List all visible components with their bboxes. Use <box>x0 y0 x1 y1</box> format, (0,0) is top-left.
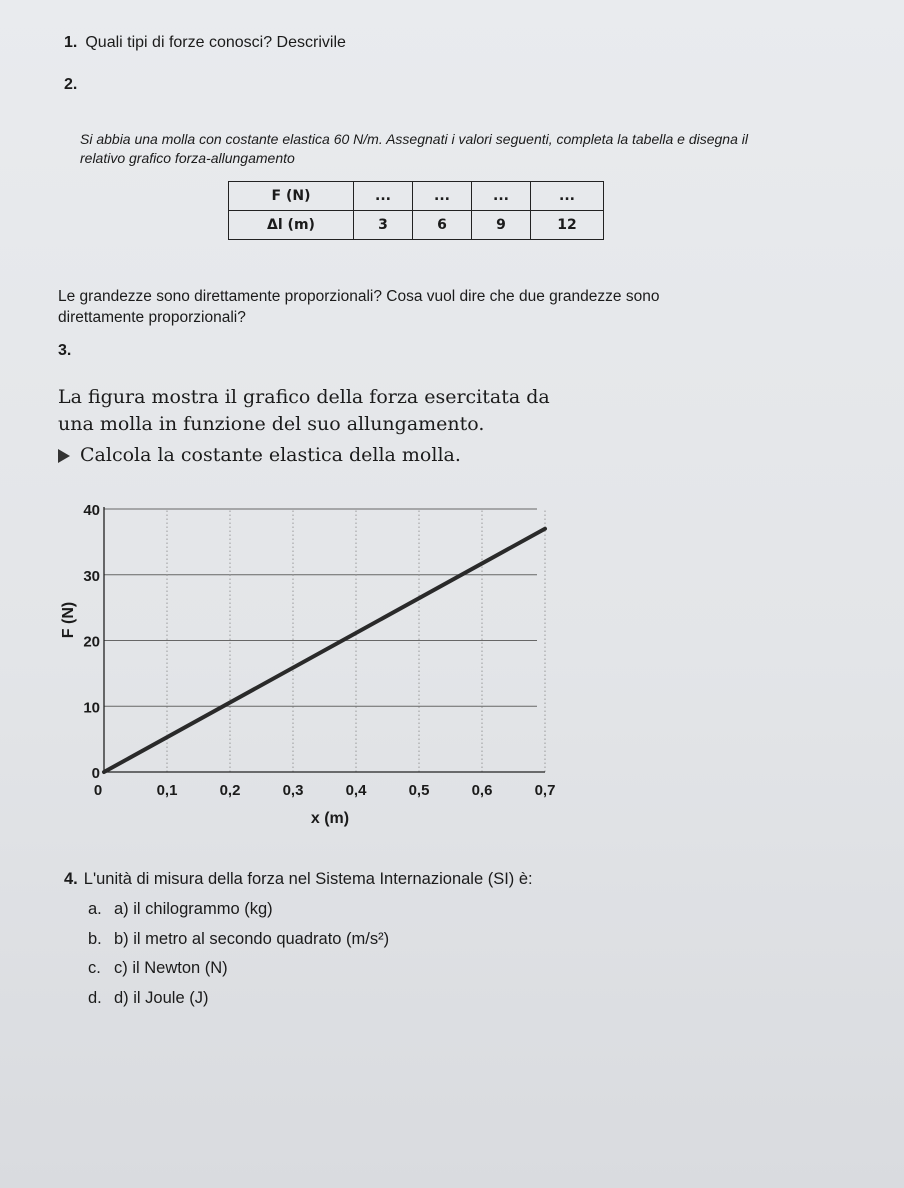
option-label: b. <box>88 929 102 948</box>
question-3-task-text: Calcola la costante elastica della molla. <box>80 444 461 466</box>
x-tick-label: 0,5 <box>408 782 430 799</box>
x-tick-label: 0,4 <box>345 782 367 799</box>
x-tick-label: 0 <box>93 782 103 799</box>
table-cell: ... <box>472 182 531 211</box>
question-2-text: Le grandezze sono direttamente proporzionali? Cosa vuol dire che due grandezze sono direttamente proporzionali? <box>58 288 660 326</box>
chart-ticks <box>83 502 555 799</box>
question-4 <box>64 870 533 889</box>
option-label: a. <box>88 900 102 918</box>
chart-series <box>104 529 545 772</box>
y-tick-label: 20 <box>83 633 100 651</box>
y-tick-label: 40 <box>83 502 100 519</box>
table-cell: ... <box>354 182 413 211</box>
question-1-text: Quali tipi di forze conosci? Descrivile <box>85 34 346 51</box>
answer-option-b[interactable] <box>88 930 389 960</box>
chart-axes <box>104 507 545 772</box>
answer-option-d[interactable] <box>88 989 389 1019</box>
question-3-line-1: La figura mostra il grafico della forza esercitata da <box>58 386 550 408</box>
y-tick-label: 30 <box>83 567 100 585</box>
x-tick-label: 0,3 <box>282 782 304 799</box>
table-header-elongation: Δl (m) <box>229 211 354 240</box>
option-text: b) il metro al secondo quadrato (m/s²) <box>114 929 390 948</box>
option-text: c) il Newton (N) <box>114 959 228 977</box>
question-2-intro: Si abbia una molla con costante elastica 60 N/m. Assegnati i valori seguenti, completa la tabella e disegna il relativo grafico forza-allungamento <box>80 131 748 166</box>
table-cell: ... <box>413 182 472 211</box>
x-tick-label: 0,7 <box>534 782 556 799</box>
x-tick-label: 0,1 <box>156 782 178 799</box>
x-tick-label: 0,6 <box>471 782 493 799</box>
answer-option-a[interactable] <box>88 900 389 930</box>
question-3-line-2: una molla in funzione del suo allungamento. <box>58 413 485 435</box>
table-cell: ... <box>531 182 604 211</box>
series-line-force <box>104 529 545 772</box>
question-4-text: L'unità di misura della forza nel Sistema Internazionale (SI) è: <box>83 870 533 888</box>
table-cell: 6 <box>413 211 472 240</box>
chart-grid <box>104 509 545 772</box>
question-1-number: 1. <box>64 34 78 51</box>
table-cell: 12 <box>531 211 604 240</box>
option-text: d) il Joule (J) <box>114 988 209 1007</box>
table-header-force: F (N) <box>229 182 354 211</box>
y-tick-label: 0 <box>91 765 100 782</box>
chart-x-label: x (m) <box>310 810 350 827</box>
option-label: c. <box>88 959 101 977</box>
option-text: a) il chilogrammo (kg) <box>114 900 273 918</box>
table-cell: 3 <box>354 211 413 240</box>
answer-option-c[interactable] <box>88 959 389 989</box>
table-cell: 9 <box>472 211 531 240</box>
question-2-number: 2. <box>64 76 78 93</box>
option-label: d. <box>88 988 102 1007</box>
answer-options <box>88 900 389 1018</box>
x-tick-label: 0,2 <box>219 782 241 799</box>
question-3-number: 3. <box>58 342 72 359</box>
question-4-number: 4. <box>64 870 78 888</box>
chart-y-label: F (N) <box>60 601 77 639</box>
y-tick-label: 10 <box>83 699 100 717</box>
